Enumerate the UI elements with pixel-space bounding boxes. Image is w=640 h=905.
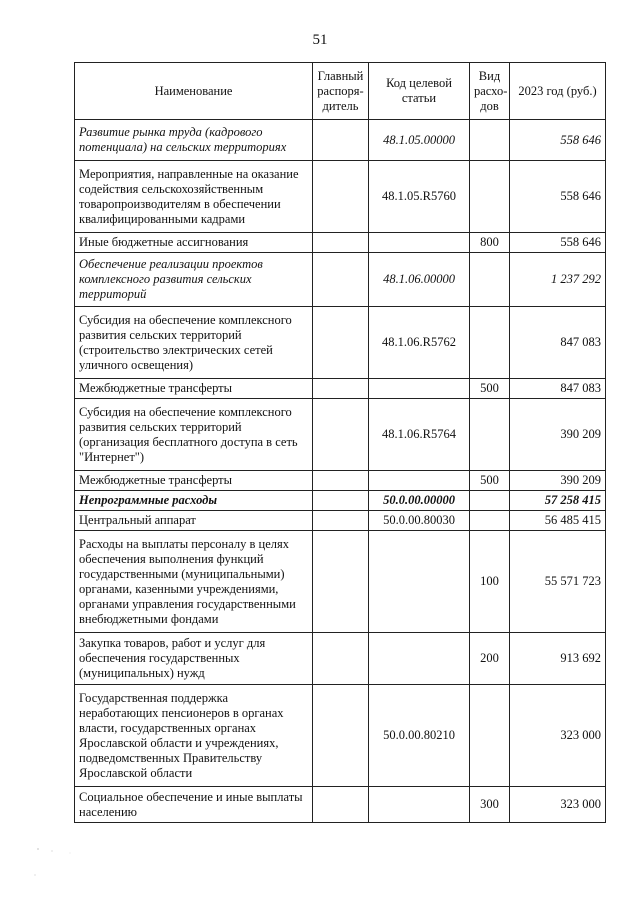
- budget-table: [74, 62, 606, 823]
- cell-name: Закупка товаров, работ и услуг для обеспечения государственных (муниципальных) нужд: [75, 633, 313, 685]
- cell-name: Социальное обеспечение и иные выплаты населению: [75, 787, 313, 823]
- cell-code: [369, 471, 470, 491]
- cell-code: [369, 531, 470, 633]
- table-row: [75, 685, 606, 787]
- cell-amount: 558 646: [510, 233, 606, 253]
- cell-amount: 847 083: [510, 379, 606, 399]
- table-row: [75, 491, 606, 511]
- cell-type: [470, 307, 510, 379]
- cell-name: Государственная поддержка неработающих пенсионеров в органах власти, государственных органах Ярославской области и учреждениях, подведомственных Правительству Ярославской области: [75, 685, 313, 787]
- cell-main-manager: [313, 471, 369, 491]
- cell-type: [470, 161, 510, 233]
- cell-type: [470, 120, 510, 161]
- cell-type: 300: [470, 787, 510, 823]
- header-name: Наименование: [75, 63, 313, 120]
- table-row: [75, 307, 606, 379]
- table-row: [75, 379, 606, 399]
- page-number: 51: [312, 32, 328, 48]
- cell-main-manager: [313, 787, 369, 823]
- cell-type: [470, 253, 510, 307]
- cell-amount: 847 083: [510, 307, 606, 379]
- cell-name: Развитие рынка труда (кадрового потенциала) на сельских территориях: [75, 120, 313, 161]
- cell-type: 100: [470, 531, 510, 633]
- cell-name: Субсидия на обеспечение комплексного развития сельских территорий (строительство электрических сетей уличного освещения): [75, 307, 313, 379]
- cell-main-manager: [313, 307, 369, 379]
- cell-name: Межбюджетные трансферты: [75, 471, 313, 491]
- header-code: Код целевой статьи: [369, 63, 470, 120]
- cell-amount: 558 646: [510, 161, 606, 233]
- cell-amount: 323 000: [510, 787, 606, 823]
- table-header-row: [75, 63, 606, 120]
- cell-name: Обеспечение реализации проектов комплексного развития сельских территорий: [75, 253, 313, 307]
- table-row: [75, 633, 606, 685]
- cell-amount: 390 209: [510, 471, 606, 491]
- cell-name: Мероприятия, направленные на оказание содействия сельскохозяйственным товаропроизводителям в обеспечении квалифицированными кадрами: [75, 161, 313, 233]
- cell-main-manager: [313, 161, 369, 233]
- table-row: [75, 253, 606, 307]
- cell-main-manager: [313, 399, 369, 471]
- cell-main-manager: [313, 379, 369, 399]
- cell-code: [369, 379, 470, 399]
- cell-main-manager: [313, 253, 369, 307]
- cell-amount: 56 485 415: [510, 511, 606, 531]
- cell-code: 48.1.06.R5762: [369, 307, 470, 379]
- cell-code: 50.0.00.00000: [369, 491, 470, 511]
- cell-main-manager: [313, 233, 369, 253]
- cell-amount: 558 646: [510, 120, 606, 161]
- cell-code: 48.1.06.R5764: [369, 399, 470, 471]
- table-row: [75, 471, 606, 491]
- table-row: [75, 399, 606, 471]
- cell-amount: 390 209: [510, 399, 606, 471]
- cell-code: 48.1.06.00000: [369, 253, 470, 307]
- cell-amount: 913 692: [510, 633, 606, 685]
- table-row: [75, 161, 606, 233]
- header-amount: 2023 год (руб.): [510, 63, 606, 120]
- cell-type: [470, 491, 510, 511]
- cell-main-manager: [313, 633, 369, 685]
- cell-name: Иные бюджетные ассигнования: [75, 233, 313, 253]
- cell-code: [369, 233, 470, 253]
- cell-main-manager: [313, 511, 369, 531]
- cell-main-manager: [313, 685, 369, 787]
- scan-specks: [30, 845, 90, 885]
- cell-name: Межбюджетные трансферты: [75, 379, 313, 399]
- table-row: [75, 120, 606, 161]
- cell-type: 500: [470, 379, 510, 399]
- cell-code: [369, 633, 470, 685]
- cell-type: 500: [470, 471, 510, 491]
- cell-type: 800: [470, 233, 510, 253]
- cell-type: 200: [470, 633, 510, 685]
- cell-amount: 55 571 723: [510, 531, 606, 633]
- cell-code: 50.0.00.80030: [369, 511, 470, 531]
- cell-code: 50.0.00.80210: [369, 685, 470, 787]
- cell-name: Субсидия на обеспечение комплексного развития сельских территорий (организация бесплатного доступа в сеть "Интернет"): [75, 399, 313, 471]
- cell-main-manager: [313, 491, 369, 511]
- table-body: [75, 120, 606, 823]
- table-row: [75, 531, 606, 633]
- cell-amount: 323 000: [510, 685, 606, 787]
- cell-code: 48.1.05.00000: [369, 120, 470, 161]
- cell-amount: 1 237 292: [510, 253, 606, 307]
- cell-type: [470, 399, 510, 471]
- table-row: [75, 233, 606, 253]
- cell-name: Расходы на выплаты персоналу в целях обеспечения выполнения функций государственными (муниципальными) органами, казенными учреждениями, органами управления государственными внебюджетными фондами: [75, 531, 313, 633]
- table-row: [75, 511, 606, 531]
- cell-type: [470, 685, 510, 787]
- header-type: Вид расхо-дов: [470, 63, 510, 120]
- header-main-manager: Главный распоря-дитель: [313, 63, 369, 120]
- cell-code: 48.1.05.R5760: [369, 161, 470, 233]
- cell-main-manager: [313, 120, 369, 161]
- cell-main-manager: [313, 531, 369, 633]
- cell-code: [369, 787, 470, 823]
- cell-name: Непрограммные расходы: [75, 491, 313, 511]
- cell-name: Центральный аппарат: [75, 511, 313, 531]
- cell-type: [470, 511, 510, 531]
- cell-amount: 57 258 415: [510, 491, 606, 511]
- table-row: [75, 787, 606, 823]
